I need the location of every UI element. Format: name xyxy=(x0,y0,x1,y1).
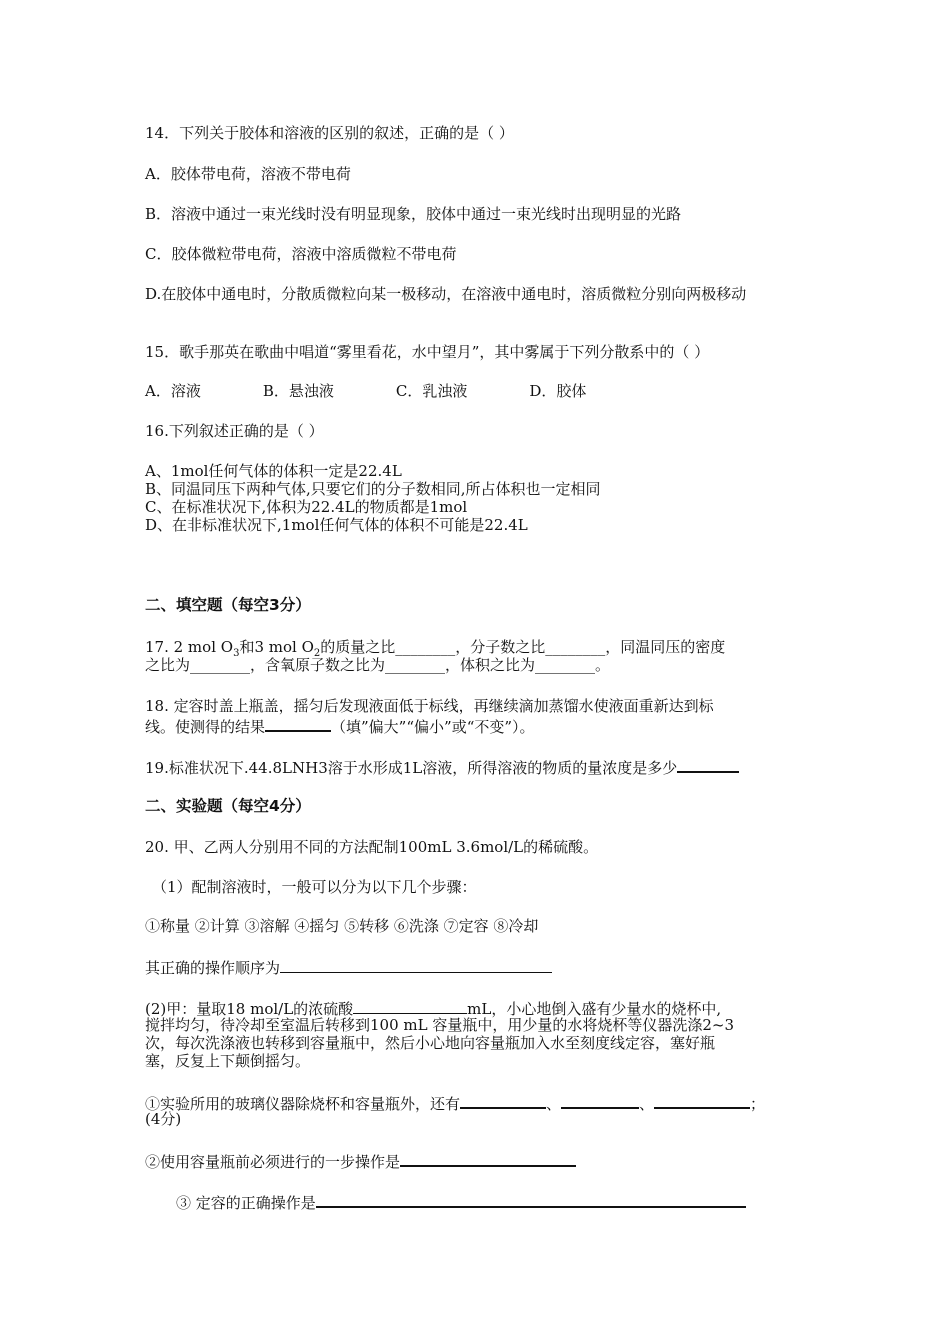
q14-stem: 14．下列关于胶体和溶液的区别的叙述，正确的是（ ） xyxy=(145,124,514,142)
q20-part2-line-4: 塞，反复上下颠倒摇匀。 xyxy=(145,1052,311,1070)
q15-options xyxy=(145,382,586,401)
q20-volume-blank[interactable] xyxy=(353,998,467,1014)
q17-line-1: 17. 2 mol $O_3$和3 mol $O_2$的质量之比________，分子数之比________，同温同压的密度 xyxy=(145,638,726,659)
section-fill-blank-title: 二、填空题（每空3分） xyxy=(145,596,311,614)
q20-part2-line-3: 次，每次洗涤液也转移到容量瓶中，然后小心地向容量瓶加入水至刻度线定容，塞好瓶 xyxy=(145,1034,716,1052)
q20-instrument-blank-2[interactable] xyxy=(561,1092,639,1109)
q15-option-d: D．胶体 xyxy=(529,382,587,400)
q16-stem: 16.下列叙述正确的是（ ） xyxy=(145,422,324,440)
q20-instrument-blank-1[interactable] xyxy=(460,1092,546,1109)
q20-item1-line-1: ①实验所用的玻璃仪器除烧杯和容量瓶外，还有 、 、 ； xyxy=(145,1092,765,1114)
q18-line-2: 线。使测得的结果 （填”偏大”“偏小”或“不变”）。 xyxy=(145,715,535,737)
q18-blank[interactable] xyxy=(265,715,331,732)
q18-line-1: 18. 定容时盖上瓶盖，摇匀后发现液面低于标线，再继续滴加蒸馏水使液面重新达到标 xyxy=(145,697,714,715)
q16-option-b: B、同温同压下两种气体,只要它们的分子数相同,所占体积也一定相同 xyxy=(145,480,601,498)
q15-option-b: B．悬浊液 xyxy=(262,382,334,400)
q20-item3-line: ③ 定容的正确操作是 xyxy=(176,1191,746,1213)
q14-option-c: C．胶体微粒带电荷，溶液中溶质微粒不带电荷 xyxy=(145,245,457,263)
q20-order-blank[interactable] xyxy=(280,957,552,973)
q15-stem: 15．歌手那英在歌曲中唱道“雾里看花，水中望月”，其中雾属于下列分散系中的（ ） xyxy=(145,343,710,361)
q19-line: 19.标准状况下.44.8LNH3溶于水形成1L溶液，所得溶液的物质的量浓度是多少 xyxy=(145,756,739,778)
q20-check-blank[interactable] xyxy=(400,1150,576,1167)
q20-order-line: 其正确的操作顺序为 xyxy=(145,957,552,978)
q20-operation-blank[interactable] xyxy=(316,1191,746,1208)
q15-option-c: C．乳浊液 xyxy=(395,382,468,400)
q20-stem: 20. 甲、乙两人分别用不同的方法配制100mL 3.6mol/L的稀硫酸。 xyxy=(145,838,599,856)
q14-option-d: D.在胶体中通电时，分散质微粒向某一极移动，在溶液中通电时，溶质微粒分别向两极移动 xyxy=(145,285,747,303)
q20-item2-line: ②使用容量瓶前必须进行的一步操作是 xyxy=(145,1150,576,1172)
q16-option-a: A、1mol任何气体的体积一定是22.4L xyxy=(145,462,402,480)
q20-part2-line-1: (2)甲：量取18 mol/L的浓硫酸 mL，小心地倒入盛有少量水的烧杯中, xyxy=(145,1000,722,1018)
q16-option-d: D、在非标准状况下,1mol任何气体的体积不可能是22.4L xyxy=(145,516,528,534)
q20-item1-line-2: (4分) xyxy=(145,1110,182,1128)
q20-part2-line-2: 搅拌均匀，待冷却至室温后转移到100 mL 容量瓶中，用少量的水将烧杯等仪器洗涤2~3 xyxy=(145,1016,735,1034)
q14-option-a: A．胶体带电荷，溶液不带电荷 xyxy=(145,165,351,183)
q20-steps: ①称量 ②计算 ③溶解 ④摇匀 ⑤转移 ⑥洗涤 ⑦定容 ⑧冷却 xyxy=(145,917,539,935)
section-experiment-title: 二、实验题（每空4分） xyxy=(145,797,311,815)
q20-instrument-blank-3[interactable] xyxy=(654,1092,750,1109)
q16-option-c: C、在标准状况下,体积为22.4L的物质都是1mol xyxy=(145,498,468,516)
q19-blank[interactable] xyxy=(677,756,739,773)
q14-option-b: B．溶液中通过一束光线时没有明显现象，胶体中通过一束光线时出现明显的光路 xyxy=(145,205,682,223)
q17-line-2: 之比为________，含氧原子数之比为________，体积之比为________。 xyxy=(145,656,611,674)
q20-part1: （1）配制溶液时，一般可以分为以下几个步骤： xyxy=(152,878,477,896)
q15-option-a: A．溶液 xyxy=(145,382,201,400)
